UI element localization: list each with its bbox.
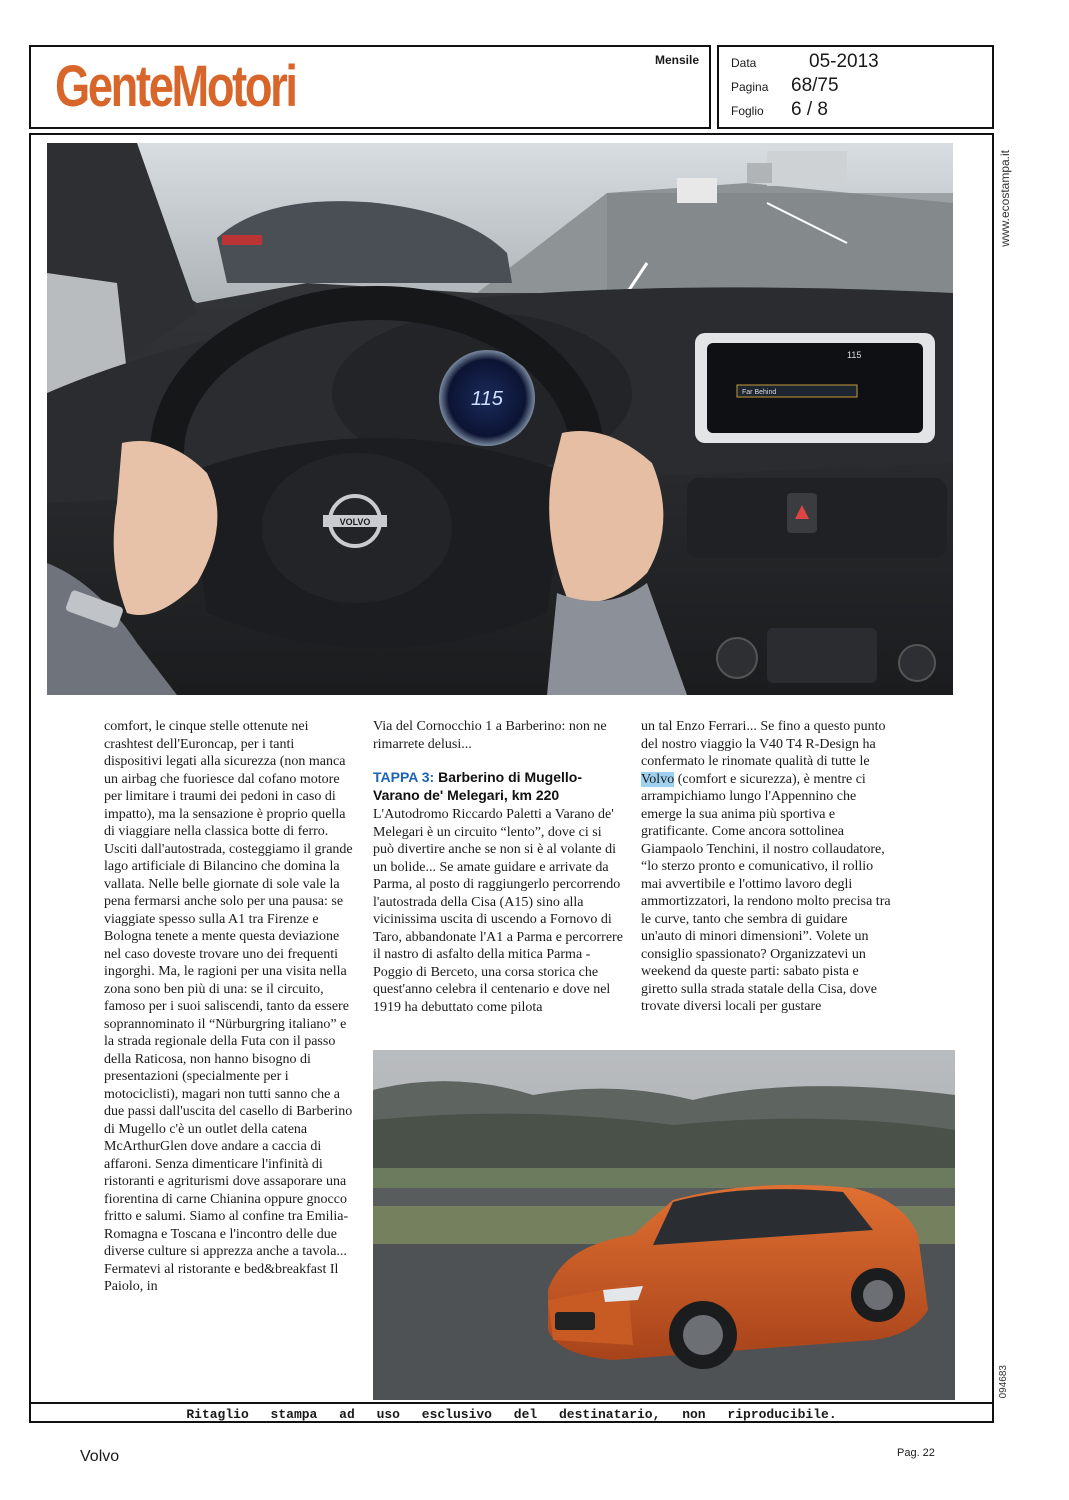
footer-brand: Volvo — [80, 1448, 120, 1465]
meta-data-row — [731, 51, 879, 73]
brand-highlight: Volvo — [641, 771, 675, 787]
website-watermark: www.ecostampa.it — [998, 150, 1012, 247]
pagina-label: Pagina — [731, 80, 769, 94]
footer-page: Pag. 22 — [897, 1447, 935, 1459]
nav-speed: 115 — [847, 350, 862, 360]
foglio-label: Foglio — [731, 104, 764, 118]
interior-photo — [47, 143, 953, 695]
column-3-part-b: (comfort e sicurezza), è mentre ci arrampichiamo lungo l'Appennino che emerge la sua anima più sportiva e gratificante. Come ancora sottolinea Giampaolo Tenchini, il nostro collaudatore, “lo sterzo pronto e comunicativo, il rollio mai avvertibile e l'ottimo lavoro degli ammortizzatori, la rendono molto precisa tra le curve, tanto che sembra di guidare un'auto di minori dimensioni”. Volete un consiglio spassionato? Organizzatevi un weekend da queste parti: sabato pista e giretto sulla strada statale della Cisa, dove trovate diversi locali per gustare — [641, 771, 891, 1014]
tappa-title: Barberino di Mugello-Varano de' Melegari, km 220 — [373, 769, 582, 803]
clipping-code: 094683 — [998, 1365, 1009, 1399]
column-1-text: comfort, le cinque stelle ottenute nei crashtest dell'Euroncap, per i tanti dispositivi legati alla sicurezza (non manca un airbag che fuoriesce dal cofano motore per limitare i traumi dei pedoni in caso di impatto), ma la sensazione è proprio quella di viaggiare nella classica botte di ferro. Usciti dall'autostrada, costeggiamo il grande lago artificiale di Bilancino che domina la vallata. Nelle belle giornate di sole vale la pena fermarsi anche solo per una pausa: se viaggiate spesso sulla A1 tra Firenze e Bologna tenete a mente questa deviazione nel caso doveste trovare uno dei frequenti ingorghi. Ma, le ragioni per una visita nella zona sono ben più di una: se il circuito, famoso per i suoi saliscendi, tanto da essere soprannominato il “Nürburgring italiano” e la strada regionale della Futa con il passo della Raticosa, non hanno bisogno di presentazioni (specialmente per i motociclisti), magari non tutti sanno che a due passi dall'uscita del casello di Barberino di Mugello c'è un outlet della catena McArthurGlen dove andare a caccia di affaroni. Senza dimenticare l'infinità di ristoranti e agriturismi dove assaporare una fiorentina di carne Chianina oppure gnocco fritto e salumi. Siamo al confine tra Emilia-Romagna e Toscana e l'incontro delle due diverse culture si apprezza anche a tavola... Fermatevi al ristorante e bed&breakfast Il Paiolo, in — [104, 719, 353, 1294]
cluster-speed: 115 — [471, 388, 503, 410]
data-label: Data — [731, 56, 757, 70]
pagina-value: 68/75 — [791, 75, 839, 96]
section-heading — [373, 768, 623, 804]
disclaimer-bar: Ritaglio stampa ad uso esclusivo del destinatario, non riproducibile. — [29, 1402, 994, 1424]
column-3-part-a: un tal Enzo Ferrari... Se fino a questo punto del nostro viaggio la V40 T4 R-Design ha confermato le rinomate qualità di tutte le — [641, 719, 886, 769]
meta-pagina-row — [731, 75, 839, 97]
column-2-body: L'Autodromo Riccardo Paletti a Varano de' Melegari è un circuito “lento”, dove ci si può divertire anche se non si è al volante di un bolide... Se amate guidare e arrivate da Parma, al posto di raggiungerlo percorrendo l'autostrada della Cisa (A15) sino alla vicinissima uscita di uscendo a Fornovo di Taro, abbandonate l'A1 a Parma e percorrere il nastro di asfalto della mitica Parma - Poggio di Berceto, una corsa storica che quest'anno celebra il centenario e dove nel 1919 ha debuttato come pilota — [373, 807, 623, 1015]
header-divider — [710, 47, 711, 129]
car-photo — [373, 1050, 955, 1400]
article-column-2 — [373, 718, 623, 1016]
issue-meta-box — [717, 45, 994, 129]
tappa-label: TAPPA 3: — [373, 769, 435, 785]
frequency-label: Mensile — [654, 53, 699, 67]
publication-logo: GenteMotori — [55, 54, 296, 119]
nav-screen-item: Far Behind — [742, 389, 777, 396]
meta-foglio-row — [731, 99, 828, 121]
article-column-3 — [641, 718, 891, 1016]
article-column-1 — [104, 718, 354, 1296]
masthead-box — [29, 45, 711, 129]
steering-badge: VOLVO — [339, 517, 371, 527]
column-2-intro: Via del Cornocchio 1 a Barberino: non ne rimarrete delusi... — [373, 719, 607, 752]
column-3-text — [641, 718, 891, 1016]
foglio-value: 6 / 8 — [791, 99, 828, 120]
data-value: 05-2013 — [809, 51, 879, 72]
